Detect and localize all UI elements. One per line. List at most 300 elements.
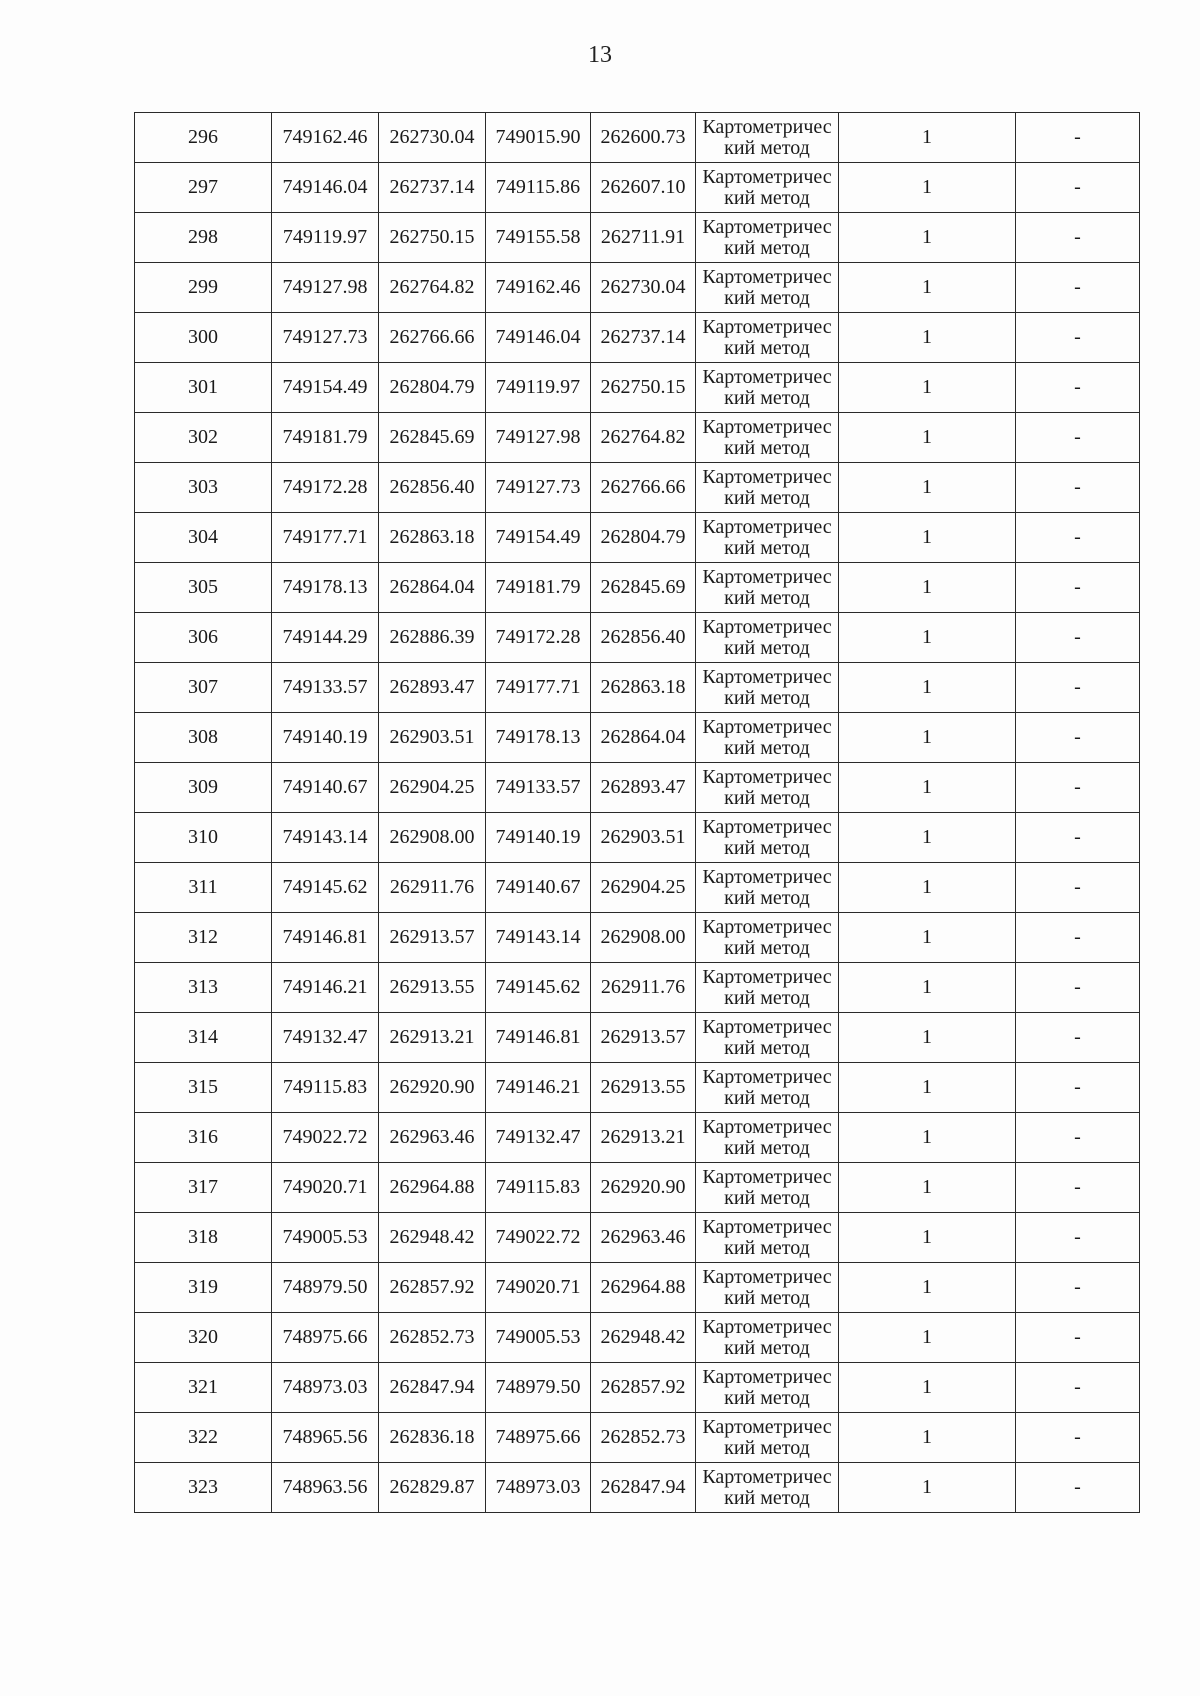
table-row bbox=[135, 1463, 1140, 1513]
method-text-line2: кий метод bbox=[724, 936, 810, 959]
table-row bbox=[135, 713, 1140, 763]
accuracy-cell: 1 bbox=[839, 1413, 1016, 1463]
method-cell bbox=[696, 1463, 839, 1513]
y-coordinate-prev-cell: 262948.42 bbox=[591, 1313, 696, 1363]
x-coordinate-cell: 749146.81 bbox=[272, 913, 379, 963]
extra-cell: - bbox=[1016, 1163, 1140, 1213]
x-coordinate-cell: 749144.29 bbox=[272, 613, 379, 663]
x-coordinate-prev-cell: 749022.72 bbox=[486, 1213, 591, 1263]
method-text-line2: кий метод bbox=[724, 1036, 810, 1059]
method-text-line1: Картометричес bbox=[702, 815, 832, 838]
extra-cell: - bbox=[1016, 213, 1140, 263]
table-row bbox=[135, 863, 1140, 913]
method-text-line1: Картометричес bbox=[702, 615, 832, 638]
x-coordinate-prev-cell: 749140.67 bbox=[486, 863, 591, 913]
y-coordinate-prev-cell: 262913.57 bbox=[591, 1013, 696, 1063]
method-text-line1: Картометричес bbox=[702, 1065, 832, 1088]
x-coordinate-prev-cell: 749162.46 bbox=[486, 263, 591, 313]
point-number-cell: 304 bbox=[135, 513, 272, 563]
method-text-line2: кий метод bbox=[724, 1486, 810, 1509]
accuracy-cell: 1 bbox=[839, 1363, 1016, 1413]
table-row bbox=[135, 913, 1140, 963]
accuracy-cell: 1 bbox=[839, 913, 1016, 963]
accuracy-cell: 1 bbox=[839, 413, 1016, 463]
method-text-line1: Картометричес bbox=[702, 515, 832, 538]
x-coordinate-prev-cell: 749154.49 bbox=[486, 513, 591, 563]
y-coordinate-cell: 262911.76 bbox=[379, 863, 486, 913]
table-row bbox=[135, 663, 1140, 713]
point-number-cell: 301 bbox=[135, 363, 272, 413]
accuracy-cell: 1 bbox=[839, 513, 1016, 563]
method-cell bbox=[696, 463, 839, 513]
table-row bbox=[135, 163, 1140, 213]
y-coordinate-prev-cell: 262600.73 bbox=[591, 113, 696, 163]
y-coordinate-cell: 262908.00 bbox=[379, 813, 486, 863]
x-coordinate-cell: 748965.56 bbox=[272, 1413, 379, 1463]
accuracy-cell: 1 bbox=[839, 1163, 1016, 1213]
table-row bbox=[135, 963, 1140, 1013]
table-row bbox=[135, 613, 1140, 663]
x-coordinate-cell: 749022.72 bbox=[272, 1113, 379, 1163]
y-coordinate-cell: 262829.87 bbox=[379, 1463, 486, 1513]
method-text-line2: кий метод bbox=[724, 736, 810, 759]
page-number: 13 bbox=[588, 42, 612, 68]
table-row bbox=[135, 213, 1140, 263]
y-coordinate-prev-cell: 262730.04 bbox=[591, 263, 696, 313]
method-cell bbox=[696, 563, 839, 613]
y-coordinate-cell: 262904.25 bbox=[379, 763, 486, 813]
x-coordinate-cell: 749178.13 bbox=[272, 563, 379, 613]
point-number-cell: 318 bbox=[135, 1213, 272, 1263]
method-cell bbox=[696, 1213, 839, 1263]
y-coordinate-prev-cell: 262863.18 bbox=[591, 663, 696, 713]
x-coordinate-cell: 749154.49 bbox=[272, 363, 379, 413]
method-text-line1: Картометричес bbox=[702, 115, 832, 138]
point-number-cell: 319 bbox=[135, 1263, 272, 1313]
extra-cell: - bbox=[1016, 513, 1140, 563]
y-coordinate-cell: 262750.15 bbox=[379, 213, 486, 263]
accuracy-cell: 1 bbox=[839, 963, 1016, 1013]
x-coordinate-prev-cell: 749132.47 bbox=[486, 1113, 591, 1163]
method-text-line2: кий метод bbox=[724, 786, 810, 809]
accuracy-cell: 1 bbox=[839, 713, 1016, 763]
x-coordinate-prev-cell: 749178.13 bbox=[486, 713, 591, 763]
method-text-line1: Картометричес bbox=[702, 1015, 832, 1038]
y-coordinate-prev-cell: 262737.14 bbox=[591, 313, 696, 363]
point-number-cell: 306 bbox=[135, 613, 272, 663]
y-coordinate-cell: 262857.92 bbox=[379, 1263, 486, 1313]
method-cell bbox=[696, 963, 839, 1013]
point-number-cell: 305 bbox=[135, 563, 272, 613]
point-number-cell: 311 bbox=[135, 863, 272, 913]
extra-cell: - bbox=[1016, 663, 1140, 713]
method-text-line2: кий метод bbox=[724, 536, 810, 559]
method-text-line1: Картометричес bbox=[702, 1315, 832, 1338]
method-text-line2: кий метод bbox=[724, 1386, 810, 1409]
method-text-line1: Картометричес bbox=[702, 965, 832, 988]
y-coordinate-cell: 262804.79 bbox=[379, 363, 486, 413]
y-coordinate-prev-cell: 262766.66 bbox=[591, 463, 696, 513]
table-row bbox=[135, 263, 1140, 313]
method-cell bbox=[696, 313, 839, 363]
y-coordinate-prev-cell: 262607.10 bbox=[591, 163, 696, 213]
method-cell bbox=[696, 113, 839, 163]
extra-cell: - bbox=[1016, 1013, 1140, 1063]
x-coordinate-cell: 749177.71 bbox=[272, 513, 379, 563]
method-text-line2: кий метод bbox=[724, 636, 810, 659]
method-text-line1: Картометричес bbox=[702, 365, 832, 388]
method-text-line2: кий метод bbox=[724, 1336, 810, 1359]
accuracy-cell: 1 bbox=[839, 1213, 1016, 1263]
accuracy-cell: 1 bbox=[839, 1063, 1016, 1113]
x-coordinate-cell: 749146.21 bbox=[272, 963, 379, 1013]
table-row bbox=[135, 1313, 1140, 1363]
x-coordinate-cell: 749115.83 bbox=[272, 1063, 379, 1113]
accuracy-cell: 1 bbox=[839, 313, 1016, 363]
method-cell bbox=[696, 1013, 839, 1063]
x-coordinate-prev-cell: 749146.21 bbox=[486, 1063, 591, 1113]
accuracy-cell: 1 bbox=[839, 463, 1016, 513]
x-coordinate-cell: 748963.56 bbox=[272, 1463, 379, 1513]
extra-cell: - bbox=[1016, 1413, 1140, 1463]
y-coordinate-cell: 262913.57 bbox=[379, 913, 486, 963]
method-text-line2: кий метод bbox=[724, 236, 810, 259]
x-coordinate-prev-cell: 749127.98 bbox=[486, 413, 591, 463]
method-cell bbox=[696, 663, 839, 713]
y-coordinate-cell: 262845.69 bbox=[379, 413, 486, 463]
method-cell bbox=[696, 513, 839, 563]
accuracy-cell: 1 bbox=[839, 1313, 1016, 1363]
method-text-line2: кий метод bbox=[724, 1286, 810, 1309]
table-row bbox=[135, 1363, 1140, 1413]
y-coordinate-prev-cell: 262852.73 bbox=[591, 1413, 696, 1463]
x-coordinate-prev-cell: 749140.19 bbox=[486, 813, 591, 863]
x-coordinate-cell: 749143.14 bbox=[272, 813, 379, 863]
extra-cell: - bbox=[1016, 1213, 1140, 1263]
accuracy-cell: 1 bbox=[839, 1263, 1016, 1313]
method-text-line2: кий метод bbox=[724, 336, 810, 359]
table-row bbox=[135, 1113, 1140, 1163]
x-coordinate-prev-cell: 749146.81 bbox=[486, 1013, 591, 1063]
x-coordinate-prev-cell: 749172.28 bbox=[486, 613, 591, 663]
y-coordinate-prev-cell: 262856.40 bbox=[591, 613, 696, 663]
method-cell bbox=[696, 1313, 839, 1363]
y-coordinate-prev-cell: 262711.91 bbox=[591, 213, 696, 263]
table-row bbox=[135, 463, 1140, 513]
x-coordinate-prev-cell: 749115.86 bbox=[486, 163, 591, 213]
method-cell bbox=[696, 1413, 839, 1463]
point-number-cell: 312 bbox=[135, 913, 272, 963]
x-coordinate-prev-cell: 749119.97 bbox=[486, 363, 591, 413]
y-coordinate-cell: 262836.18 bbox=[379, 1413, 486, 1463]
x-coordinate-cell: 749133.57 bbox=[272, 663, 379, 713]
y-coordinate-cell: 262948.42 bbox=[379, 1213, 486, 1263]
method-text-line1: Картометричес bbox=[702, 415, 832, 438]
method-text-line1: Картометричес bbox=[702, 1265, 832, 1288]
point-number-cell: 310 bbox=[135, 813, 272, 863]
method-text-line1: Картометричес bbox=[702, 165, 832, 188]
method-text-line1: Картометричес bbox=[702, 715, 832, 738]
table-row bbox=[135, 563, 1140, 613]
accuracy-cell: 1 bbox=[839, 563, 1016, 613]
x-coordinate-prev-cell: 749181.79 bbox=[486, 563, 591, 613]
method-cell bbox=[696, 613, 839, 663]
accuracy-cell: 1 bbox=[839, 663, 1016, 713]
method-text-line1: Картометричес bbox=[702, 465, 832, 488]
y-coordinate-cell: 262737.14 bbox=[379, 163, 486, 213]
x-coordinate-prev-cell: 749143.14 bbox=[486, 913, 591, 963]
table-row bbox=[135, 1213, 1140, 1263]
method-text-line1: Картометричес bbox=[702, 1465, 832, 1488]
method-text-line1: Картометричес bbox=[702, 865, 832, 888]
y-coordinate-cell: 262856.40 bbox=[379, 463, 486, 513]
extra-cell: - bbox=[1016, 1313, 1140, 1363]
accuracy-cell: 1 bbox=[839, 863, 1016, 913]
point-number-cell: 321 bbox=[135, 1363, 272, 1413]
method-cell bbox=[696, 413, 839, 463]
y-coordinate-cell: 262766.66 bbox=[379, 313, 486, 363]
point-number-cell: 303 bbox=[135, 463, 272, 513]
accuracy-cell: 1 bbox=[839, 613, 1016, 663]
method-cell bbox=[696, 1263, 839, 1313]
method-text-line2: кий метод bbox=[724, 286, 810, 309]
method-text-line1: Картометричес bbox=[702, 1365, 832, 1388]
accuracy-cell: 1 bbox=[839, 1013, 1016, 1063]
point-number-cell: 313 bbox=[135, 963, 272, 1013]
extra-cell: - bbox=[1016, 963, 1140, 1013]
y-coordinate-cell: 262847.94 bbox=[379, 1363, 486, 1413]
accuracy-cell: 1 bbox=[839, 213, 1016, 263]
point-number-cell: 314 bbox=[135, 1013, 272, 1063]
point-number-cell: 315 bbox=[135, 1063, 272, 1113]
extra-cell: - bbox=[1016, 113, 1140, 163]
extra-cell: - bbox=[1016, 1363, 1140, 1413]
point-number-cell: 316 bbox=[135, 1113, 272, 1163]
x-coordinate-prev-cell: 749005.53 bbox=[486, 1313, 591, 1363]
x-coordinate-prev-cell: 749177.71 bbox=[486, 663, 591, 713]
point-number-cell: 299 bbox=[135, 263, 272, 313]
x-coordinate-prev-cell: 749133.57 bbox=[486, 763, 591, 813]
x-coordinate-cell: 749140.19 bbox=[272, 713, 379, 763]
y-coordinate-prev-cell: 262911.76 bbox=[591, 963, 696, 1013]
x-coordinate-prev-cell: 749020.71 bbox=[486, 1263, 591, 1313]
method-text-line1: Картометричес bbox=[702, 1115, 832, 1138]
table-body bbox=[135, 113, 1140, 1513]
method-text-line1: Картометричес bbox=[702, 215, 832, 238]
x-coordinate-cell: 749127.73 bbox=[272, 313, 379, 363]
method-text-line1: Картометричес bbox=[702, 265, 832, 288]
extra-cell: - bbox=[1016, 563, 1140, 613]
extra-cell: - bbox=[1016, 813, 1140, 863]
point-number-cell: 322 bbox=[135, 1413, 272, 1463]
method-text-line2: кий метод bbox=[724, 1436, 810, 1459]
y-coordinate-cell: 262913.21 bbox=[379, 1013, 486, 1063]
x-coordinate-prev-cell: 748975.66 bbox=[486, 1413, 591, 1463]
y-coordinate-prev-cell: 262913.55 bbox=[591, 1063, 696, 1113]
method-text-line2: кий метод bbox=[724, 836, 810, 859]
x-coordinate-prev-cell: 749015.90 bbox=[486, 113, 591, 163]
accuracy-cell: 1 bbox=[839, 1113, 1016, 1163]
method-cell bbox=[696, 1063, 839, 1113]
accuracy-cell: 1 bbox=[839, 163, 1016, 213]
method-text-line2: кий метод bbox=[724, 1236, 810, 1259]
extra-cell: - bbox=[1016, 463, 1140, 513]
extra-cell: - bbox=[1016, 1463, 1140, 1513]
y-coordinate-prev-cell: 262908.00 bbox=[591, 913, 696, 963]
point-number-cell: 308 bbox=[135, 713, 272, 763]
x-coordinate-cell: 748975.66 bbox=[272, 1313, 379, 1363]
table-row bbox=[135, 1013, 1140, 1063]
extra-cell: - bbox=[1016, 1063, 1140, 1113]
method-cell bbox=[696, 863, 839, 913]
extra-cell: - bbox=[1016, 863, 1140, 913]
x-coordinate-cell: 749132.47 bbox=[272, 1013, 379, 1063]
x-coordinate-cell: 748979.50 bbox=[272, 1263, 379, 1313]
table-row bbox=[135, 1263, 1140, 1313]
y-coordinate-prev-cell: 262903.51 bbox=[591, 813, 696, 863]
method-text-line2: кий метод bbox=[724, 386, 810, 409]
method-text-line1: Картометричес bbox=[702, 915, 832, 938]
y-coordinate-prev-cell: 262847.94 bbox=[591, 1463, 696, 1513]
method-text-line1: Картометричес bbox=[702, 1165, 832, 1188]
extra-cell: - bbox=[1016, 1113, 1140, 1163]
accuracy-cell: 1 bbox=[839, 1463, 1016, 1513]
x-coordinate-cell: 749162.46 bbox=[272, 113, 379, 163]
point-number-cell: 320 bbox=[135, 1313, 272, 1363]
y-coordinate-prev-cell: 262964.88 bbox=[591, 1263, 696, 1313]
x-coordinate-prev-cell: 749146.04 bbox=[486, 313, 591, 363]
method-cell bbox=[696, 213, 839, 263]
extra-cell: - bbox=[1016, 263, 1140, 313]
extra-cell: - bbox=[1016, 163, 1140, 213]
method-text-line2: кий метод bbox=[724, 1086, 810, 1109]
x-coordinate-cell: 749127.98 bbox=[272, 263, 379, 313]
y-coordinate-prev-cell: 262845.69 bbox=[591, 563, 696, 613]
point-number-cell: 297 bbox=[135, 163, 272, 213]
y-coordinate-cell: 262764.82 bbox=[379, 263, 486, 313]
y-coordinate-cell: 262920.90 bbox=[379, 1063, 486, 1113]
method-cell bbox=[696, 913, 839, 963]
method-text-line1: Картометричес bbox=[702, 765, 832, 788]
extra-cell: - bbox=[1016, 913, 1140, 963]
y-coordinate-prev-cell: 262904.25 bbox=[591, 863, 696, 913]
y-coordinate-prev-cell: 262857.92 bbox=[591, 1363, 696, 1413]
method-text-line2: кий метод bbox=[724, 486, 810, 509]
method-text-line1: Картометричес bbox=[702, 565, 832, 588]
method-text-line1: Картометричес bbox=[702, 1415, 832, 1438]
y-coordinate-prev-cell: 262920.90 bbox=[591, 1163, 696, 1213]
y-coordinate-cell: 262964.88 bbox=[379, 1163, 486, 1213]
y-coordinate-prev-cell: 262750.15 bbox=[591, 363, 696, 413]
x-coordinate-cell: 749020.71 bbox=[272, 1163, 379, 1213]
point-number-cell: 298 bbox=[135, 213, 272, 263]
table-row bbox=[135, 513, 1140, 563]
method-cell bbox=[696, 163, 839, 213]
method-cell bbox=[696, 1113, 839, 1163]
method-text-line2: кий метод bbox=[724, 1136, 810, 1159]
x-coordinate-prev-cell: 749155.58 bbox=[486, 213, 591, 263]
extra-cell: - bbox=[1016, 363, 1140, 413]
extra-cell: - bbox=[1016, 1263, 1140, 1313]
y-coordinate-cell: 262893.47 bbox=[379, 663, 486, 713]
accuracy-cell: 1 bbox=[839, 263, 1016, 313]
point-number-cell: 296 bbox=[135, 113, 272, 163]
table-row bbox=[135, 363, 1140, 413]
table-row bbox=[135, 813, 1140, 863]
table-row bbox=[135, 1163, 1140, 1213]
method-text-line2: кий метод bbox=[724, 136, 810, 159]
table-row bbox=[135, 1063, 1140, 1113]
x-coordinate-cell: 749145.62 bbox=[272, 863, 379, 913]
table-row bbox=[135, 113, 1140, 163]
method-text-line2: кий метод bbox=[724, 886, 810, 909]
table-row bbox=[135, 1413, 1140, 1463]
y-coordinate-cell: 262864.04 bbox=[379, 563, 486, 613]
point-number-cell: 302 bbox=[135, 413, 272, 463]
accuracy-cell: 1 bbox=[839, 363, 1016, 413]
x-coordinate-cell: 749181.79 bbox=[272, 413, 379, 463]
extra-cell: - bbox=[1016, 713, 1140, 763]
x-coordinate-cell: 749172.28 bbox=[272, 463, 379, 513]
point-number-cell: 317 bbox=[135, 1163, 272, 1213]
point-number-cell: 300 bbox=[135, 313, 272, 363]
method-text-line1: Картометричес bbox=[702, 1215, 832, 1238]
y-coordinate-cell: 262903.51 bbox=[379, 713, 486, 763]
method-cell bbox=[696, 813, 839, 863]
x-coordinate-prev-cell: 748973.03 bbox=[486, 1463, 591, 1513]
y-coordinate-cell: 262730.04 bbox=[379, 113, 486, 163]
x-coordinate-prev-cell: 749115.83 bbox=[486, 1163, 591, 1213]
accuracy-cell: 1 bbox=[839, 813, 1016, 863]
accuracy-cell: 1 bbox=[839, 763, 1016, 813]
y-coordinate-prev-cell: 262963.46 bbox=[591, 1213, 696, 1263]
method-text-line2: кий метод bbox=[724, 986, 810, 1009]
x-coordinate-cell: 749140.67 bbox=[272, 763, 379, 813]
table-row bbox=[135, 313, 1140, 363]
method-text-line1: Картометричес bbox=[702, 665, 832, 688]
extra-cell: - bbox=[1016, 413, 1140, 463]
y-coordinate-prev-cell: 262764.82 bbox=[591, 413, 696, 463]
method-text-line2: кий метод bbox=[724, 586, 810, 609]
method-text-line2: кий метод bbox=[724, 1186, 810, 1209]
coordinates-table bbox=[134, 112, 1140, 1513]
method-cell bbox=[696, 363, 839, 413]
method-text-line2: кий метод bbox=[724, 436, 810, 459]
table-row bbox=[135, 763, 1140, 813]
point-number-cell: 307 bbox=[135, 663, 272, 713]
x-coordinate-prev-cell: 749145.62 bbox=[486, 963, 591, 1013]
y-coordinate-prev-cell: 262913.21 bbox=[591, 1113, 696, 1163]
y-coordinate-cell: 262963.46 bbox=[379, 1113, 486, 1163]
x-coordinate-cell: 749119.97 bbox=[272, 213, 379, 263]
accuracy-cell: 1 bbox=[839, 113, 1016, 163]
method-text-line2: кий метод bbox=[724, 686, 810, 709]
x-coordinate-prev-cell: 749127.73 bbox=[486, 463, 591, 513]
x-coordinate-prev-cell: 748979.50 bbox=[486, 1363, 591, 1413]
x-coordinate-cell: 749005.53 bbox=[272, 1213, 379, 1263]
method-cell bbox=[696, 763, 839, 813]
method-cell bbox=[696, 713, 839, 763]
y-coordinate-cell: 262852.73 bbox=[379, 1313, 486, 1363]
x-coordinate-cell: 748973.03 bbox=[272, 1363, 379, 1413]
method-cell bbox=[696, 1363, 839, 1413]
extra-cell: - bbox=[1016, 313, 1140, 363]
table-row bbox=[135, 413, 1140, 463]
y-coordinate-cell: 262863.18 bbox=[379, 513, 486, 563]
y-coordinate-cell: 262913.55 bbox=[379, 963, 486, 1013]
method-cell bbox=[696, 263, 839, 313]
y-coordinate-cell: 262886.39 bbox=[379, 613, 486, 663]
